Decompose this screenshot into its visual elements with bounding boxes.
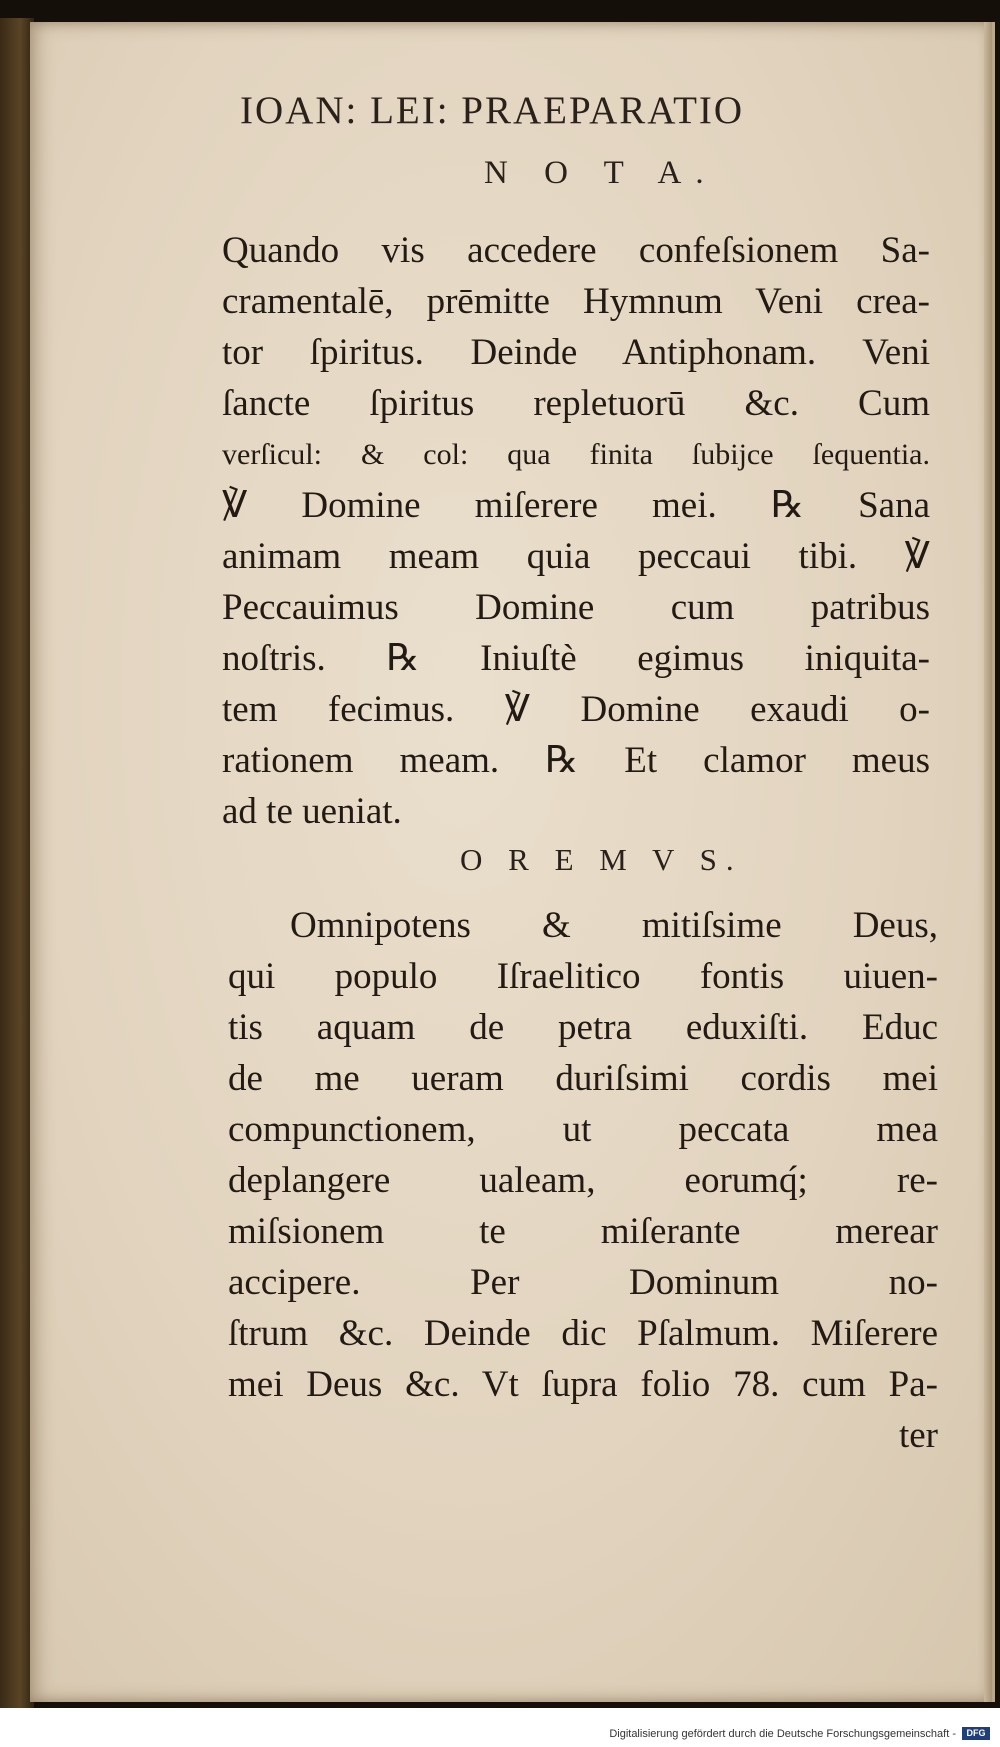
prayer-heading: O R E M V S. xyxy=(460,842,743,877)
nota-text xyxy=(222,225,930,837)
text-line: cramentalē, prēmitte Hymnum Veni crea- xyxy=(222,281,930,322)
text-line: ſancte ſpiritus repletuorū &c. Cum xyxy=(222,383,930,424)
text-line: tis aquam de petra eduxiſti. Educ xyxy=(228,1007,938,1048)
text-line: tor ſpiritus. Deinde Antiphonam. Veni xyxy=(222,332,930,373)
text-line: miſsionem te miſerante merear xyxy=(228,1211,938,1252)
text-line: rationem meam. ℞ Et clamor meus xyxy=(222,740,930,781)
running-head: IOAN: LEI: PRAEPARATIO xyxy=(240,89,745,132)
text-line: de me ueram duriſsimi cordis mei xyxy=(228,1058,938,1099)
text-line: deplangere ualeam, eorumq́; re- xyxy=(228,1160,938,1201)
text-line: Quando vis accedere confeſsionem Sa- xyxy=(222,230,930,271)
text-line: ter xyxy=(898,1415,938,1456)
text-line: tem fecimus. ℣ Domine exaudi o- xyxy=(222,689,930,730)
text-line: mei Deus &c. Vt ſupra folio 78. cum Pa- xyxy=(228,1364,938,1405)
dfg-logo: DFG xyxy=(962,1727,990,1740)
book-spine xyxy=(0,18,34,1708)
text-line: noſtris. ℞ Iniuſtè egimus iniquita- xyxy=(222,638,930,679)
text-line: ℣ Domine miſerere mei. ℞ Sana xyxy=(222,485,930,526)
text-line: qui populo Iſraelitico fontis uiuen- xyxy=(228,956,938,997)
text-line: ſtrum &c. Deinde dic Pſalmum. Miſerere xyxy=(228,1313,938,1354)
text-line: accipere. Per Dominum no- xyxy=(228,1262,938,1303)
text-line: ad te ueniat. xyxy=(222,791,402,832)
section-heading: N O T A. xyxy=(484,155,718,191)
text-line: compunctionem, ut peccata mea xyxy=(228,1109,938,1150)
text-line: Peccauimus Domine cum patribus xyxy=(222,587,930,628)
page-edge xyxy=(984,22,992,1702)
prayer-text xyxy=(228,900,938,1461)
text-line: Omnipotens & mitiſsime Deus, xyxy=(290,905,938,946)
funding-credit: Digitalisierung gefördert durch die Deutsche Forschungsgemeinschaft - xyxy=(609,1728,956,1740)
text-line: verſicul: & col: qua finita ſubijce ſequentia. xyxy=(222,438,930,471)
text-line: animam meam quia peccaui tibi. ℣ xyxy=(222,536,930,577)
